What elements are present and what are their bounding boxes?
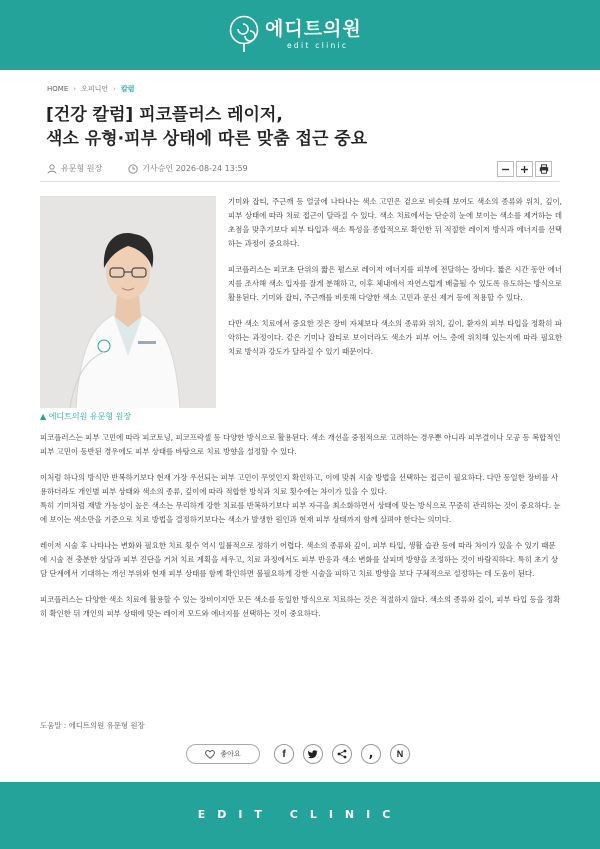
brand-name[interactable]: 에디트의원 <box>265 18 362 40</box>
font-decrease-button[interactable] <box>497 161 514 177</box>
breadcrumb <box>47 84 134 94</box>
site-footer <box>0 782 600 849</box>
helper-credit: 도움말 : 에디트의원 유문형 원장 <box>40 721 145 730</box>
paragraph: 피코플러스는 다양한 색소 치료에 활용할 수 있는 장비이지만 모든 색소를 동일한 방식으로 치료하는 것은 적절하지 않다. 색소의 종류와 깊이, 피부 타입 등을 정확히 확인한 뒤 개인의 피부 상태에 맞는 레이저 모드와 에너지를 선택하는 것이 중요하다. <box>40 595 561 618</box>
paragraph: 피코플러스는 피부 고민에 따라 피코토닝, 피코프락셀 등 다양한 방식으로 활용된다. 색소 개선을 중점적으로 고려하는 경우뿐 아니라 피부결이나 모공 등 복합적인 피부 고민이 동반된 경우에도 피부 상태를 바탕으로 치료 방향을 설정할 수 있다. <box>40 433 561 456</box>
print-button[interactable] <box>535 161 552 177</box>
share-naver-button[interactable] <box>390 744 410 764</box>
divider <box>40 181 560 182</box>
font-increase-button[interactable] <box>516 161 533 177</box>
article-published-date: 기사승인 2026-08-24 13:59 <box>142 164 248 173</box>
chevron-right-icon: › <box>73 85 77 93</box>
article-author[interactable]: 유문형 원장 <box>61 164 103 173</box>
user-icon <box>47 164 57 174</box>
clock-icon <box>128 164 138 174</box>
breadcrumb-home[interactable]: HOME <box>47 85 69 93</box>
like-button[interactable] <box>186 744 260 764</box>
paragraph: 특히 기미처럼 재발 가능성이 높은 색소는 무리하게 강한 치료를 반복하기보다 피부 자극을 최소화하면서 상태에 맞는 방식으로 꾸준히 관리하는 것이 중요하다. 눈에 보이는 색소만을 기준으로 치료 방법을 결정하기보다는 색소가 발생한 원인과 현재 피부 상태까지 함께 살펴야 한다는 의미다. <box>40 501 561 524</box>
footer-brand: EDIT CLINIC <box>197 808 403 821</box>
brand-tagline: edit clinic <box>287 41 349 50</box>
article-title-line1: [건강 칼럼] 피코플러스 레이저, <box>46 105 283 125</box>
kakao-story-icon: , <box>368 745 374 760</box>
paragraph: 피코플러스는 피코초 단위의 짧은 펄스로 레이저 에너지를 피부에 전달하는 장비다. 짧은 시간 동안 에너지를 조사해 색소 입자를 잘게 분해하고, 이후 체내에서 자연스럽게 배출될 수 있도록 유도하는 방식으로 활용된다. 기미와 잡티, 주근깨를 비롯해 다양한 색소 고민과 문신 제거 등에 적용할 수 있다. <box>228 265 562 302</box>
paragraph: 이처럼 하나의 방식만 반복하기보다 현재 가장 우선되는 피부 고민이 무엇인지 확인하고, 이에 맞춰 시술 방법을 선택하는 접근이 필요하다. 다만 동일한 장비를 사용하더라도 개인별 피부 상태와 색소의 종류, 깊이에 따라 적합한 방식과 치료 횟수에는 차이가 있을 수 있다. <box>40 473 559 496</box>
article-body <box>40 431 562 633</box>
twitter-icon <box>308 750 318 759</box>
share-twitter-button[interactable] <box>303 744 323 764</box>
like-label: 좋아요 <box>220 750 241 758</box>
plus-icon <box>520 165 529 174</box>
heart-icon <box>205 750 215 759</box>
article-meta <box>47 163 248 174</box>
article-intro <box>228 195 562 371</box>
paragraph: 기미와 잡티, 주근깨 등 얼굴에 나타나는 색소 고민은 겉으로 비슷해 보여도 색소의 종류와 위치, 깊이, 피부 상태에 따라 치료 접근이 달라질 수 있다. 색소 치료에서는 단순히 눈에 보이는 색소를 제거하는 데 초점을 맞추기보다 피부 타입과 색소 특성을 종합적으로 확인한 뒤 적절한 레이저 방식과 에너지를 선택하는 과정이 중요하다. <box>228 197 562 248</box>
breadcrumb-opinion[interactable]: 오피니언 <box>81 85 109 93</box>
doctor-photo <box>40 196 216 408</box>
share-link-button[interactable] <box>332 744 352 764</box>
breadcrumb-column[interactable]: 칼럼 <box>120 85 135 93</box>
share-facebook-button[interactable] <box>274 744 294 764</box>
share-icon <box>337 749 347 759</box>
clinic-logo-icon[interactable] <box>229 15 259 53</box>
naver-icon: N <box>396 749 404 759</box>
paragraph: 레이저 시술 후 나타나는 변화와 필요한 치료 횟수 역시 일률적으로 정하기 어렵다. 색소의 종류와 깊이, 피부 타입, 생활 습관 등에 따라 차이가 있을 수 있기 때문에 시술 전 충분한 상담과 피부 진단을 거쳐 치료 계획을 세우고, 치료 과정에서도 피부 반응과 색소 변화를 살피며 방향을 조정하는 것이 바람직하다. 특히 초기 상담 단계에서 기대하는 개선 부위와 현재 피부 상태를 함께 확인하면 불필요하게 강한 시술을 피하고 치료 방향을 보다 구체적으로 설정하는 데 도움이 된다. <box>40 541 559 578</box>
share-bar <box>186 744 419 764</box>
site-header <box>0 0 600 70</box>
paragraph: 다만 색소 치료에서 중요한 것은 장비 자체보다 색소의 종류와 위치, 깊이, 환자의 피부 타입을 정확히 파악하는 과정이다. 같은 기미나 잡티로 보이더라도 색소가 피부 어느 층에 위치해 있는지에 따라 필요한 치료 방식과 강도가 달라질 수 있기 때문이다. <box>228 319 562 356</box>
article-title-line2: 색소 유형·피부 상태에 따른 맞춤 접근 중요 <box>46 129 368 149</box>
article-tools <box>497 161 552 177</box>
article-title <box>46 103 566 151</box>
minus-icon <box>501 165 510 174</box>
facebook-icon: f <box>282 748 286 760</box>
print-icon <box>539 164 549 174</box>
chevron-right-icon: › <box>113 85 116 93</box>
share-kakao-story-button[interactable] <box>361 744 381 764</box>
photo-caption: ▲ 에디트의원 유문형 원장 <box>40 412 132 421</box>
